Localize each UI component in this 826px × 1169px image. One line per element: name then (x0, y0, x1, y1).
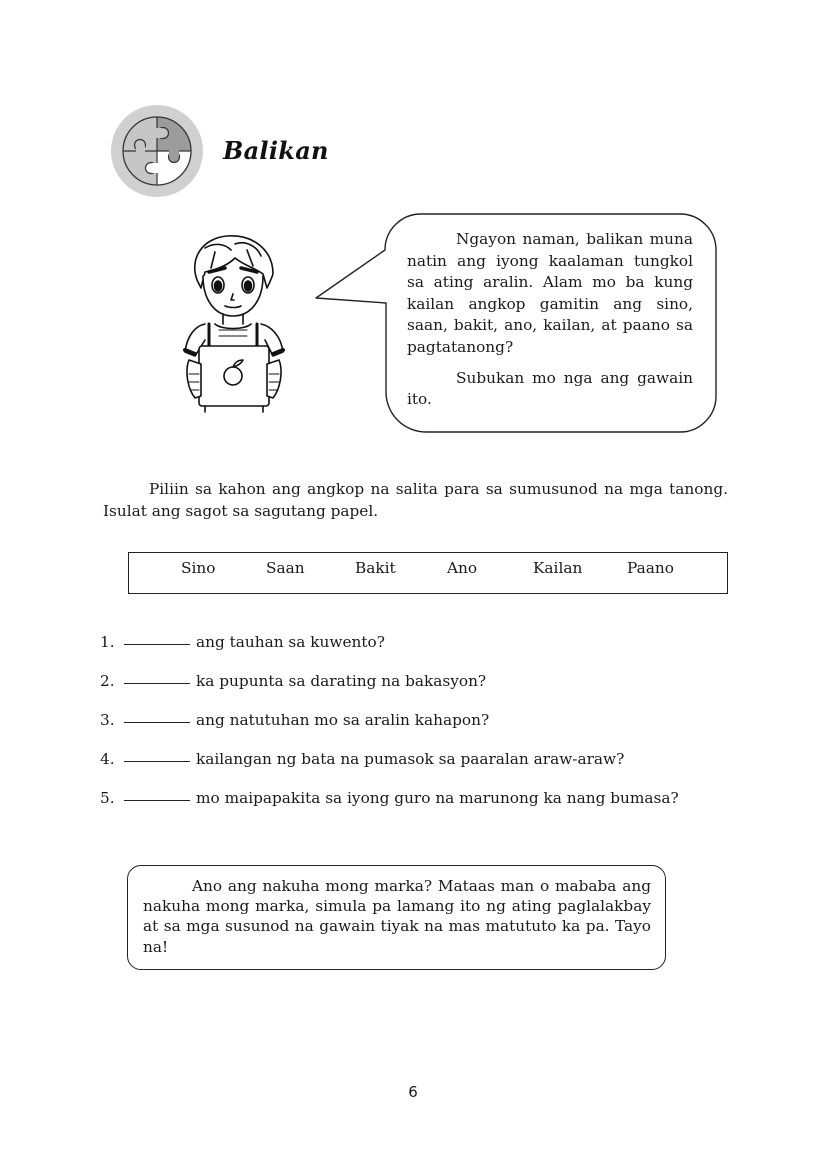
word-choice-box (128, 552, 728, 594)
puzzle-icon (111, 105, 203, 197)
boy-holding-tablet-illustration (175, 228, 295, 413)
instructions-text: Piliin sa kahon ang angkop na salita para sa sumusunod na mga tanong. Isulat ang sagot sa sagutang papel. (103, 480, 728, 520)
word-choice: Ano (447, 559, 478, 577)
question-text: mo maipapakita sa iyong guro na marunong ka nang bumasa? (196, 789, 679, 807)
page-number: 6 (408, 1083, 418, 1101)
answer-blank (124, 799, 190, 801)
word-choice: Bakit (355, 559, 396, 577)
answer-blank (124, 643, 190, 645)
answer-blank (124, 760, 190, 762)
word-choice: Kailan (533, 559, 583, 577)
answer-blank (124, 721, 190, 723)
question-item (100, 789, 679, 807)
instructions (103, 478, 728, 522)
question-number: 1. (100, 633, 115, 651)
question-text: ang natutuhan mo sa aralin kahapon? (196, 711, 490, 729)
question-number: 5. (100, 789, 115, 807)
closing-note (143, 876, 651, 957)
question-item (100, 711, 489, 729)
question-text: kailangan ng bata na pumasok sa paaralan araw-araw? (196, 750, 625, 768)
section-title: Balikan (223, 136, 329, 165)
word-choice: Paano (627, 559, 674, 577)
speech-bubble-paragraph: Subukan mo nga ang gawain ito. (407, 368, 693, 409)
question-text: ka pupunta sa darating na bakasyon? (196, 672, 487, 690)
speech-bubble-text (407, 229, 693, 411)
closing-note-text: Ano ang nakuha mong marka? Mataas man o mababa ang nakuha mong marka, simula pa lamang ito ng ating paglalakbay at sa mga susunod na gawain tiyak na mas matututo ka pa. Tayo na! (143, 877, 651, 956)
answer-blank (124, 682, 190, 684)
question-number: 4. (100, 750, 115, 768)
question-number: 3. (100, 711, 115, 729)
question-item (100, 633, 385, 651)
question-item (100, 750, 624, 768)
question-item (100, 672, 486, 690)
question-number: 2. (100, 672, 115, 690)
speech-bubble-paragraph: Ngayon naman, balikan muna natin ang iyong kaalaman tungkol sa ating aralin. Alam mo ba kung kailan angkop gamitin ang sino, saan, bakit, ano, kailan, at paano sa pagtatanong? (407, 230, 693, 356)
word-choice: Saan (266, 559, 305, 577)
word-choice: Sino (181, 559, 216, 577)
question-text: ang tauhan sa kuwento? (196, 633, 385, 651)
